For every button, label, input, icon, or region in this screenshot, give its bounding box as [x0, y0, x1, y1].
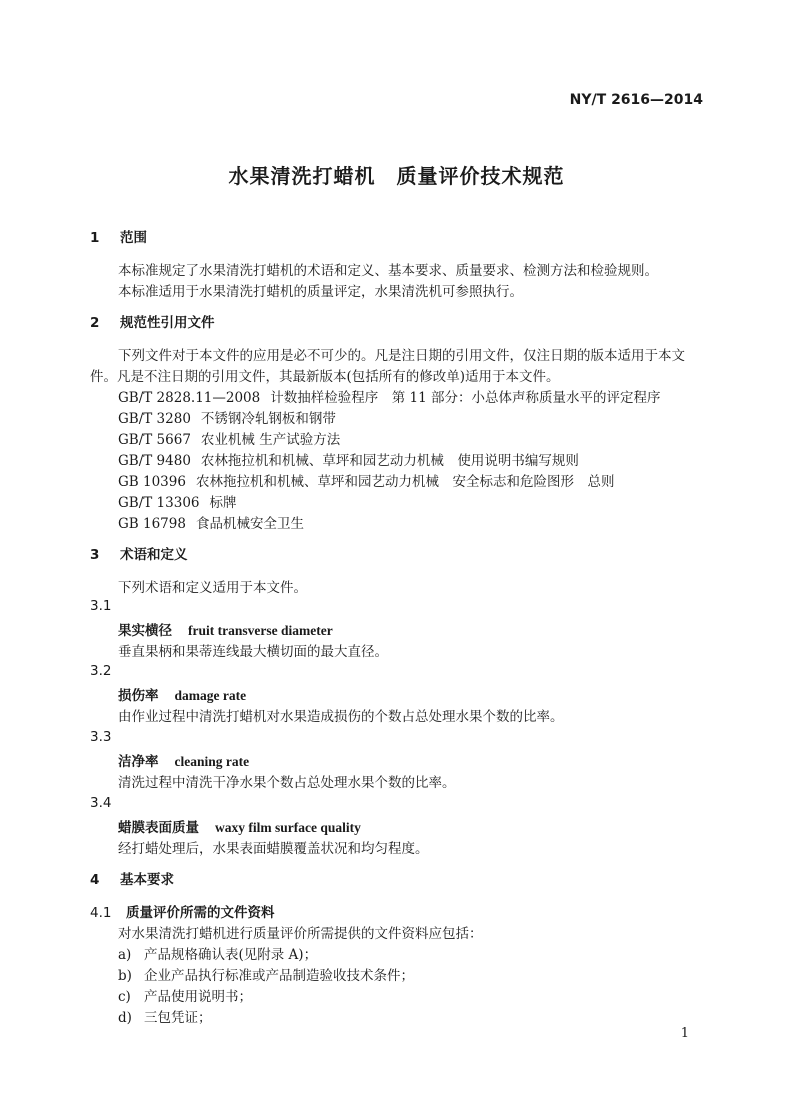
reference-code: GB/T 9480 — [118, 453, 191, 469]
term-heading — [118, 684, 246, 704]
paragraph: 本标准规定了水果清洗打蜡机的术语和定义、基本要求、质量要求、检测方法和检验规则。 — [118, 263, 658, 279]
list-label: a) — [118, 947, 132, 963]
term-definition: 垂直果柄和果蒂连线最大横切面的最大直径。 — [118, 644, 388, 660]
section-title: 范围 — [120, 230, 147, 246]
section-title: 基本要求 — [120, 872, 174, 888]
reference-title: 计数抽样检验程序 第 11 部分：小总体声称质量水平的评定程序 — [270, 390, 661, 406]
reference-item — [118, 449, 579, 469]
reference-item — [118, 491, 237, 511]
list-text: 企业产品执行标准或产品制造验收技术条件； — [144, 968, 414, 984]
reference-code: GB 10396 — [118, 474, 186, 490]
paragraph: 对水果清洗打蜡机进行质量评价所需提供的文件资料应包括： — [118, 926, 483, 942]
section-title: 术语和定义 — [120, 547, 188, 563]
term-definition: 经打蜡处理后，水果表面蜡膜覆盖状况和均匀程度。 — [118, 841, 429, 857]
section-number: 4 — [90, 872, 100, 888]
reference-item — [118, 512, 304, 532]
page-number: 1 — [680, 1026, 689, 1041]
list-label: d) — [118, 1010, 132, 1026]
list-text: 三包凭证； — [144, 1010, 212, 1026]
term-en: waxy film surface quality — [215, 820, 361, 835]
paragraph: 下列文件对于本文件的应用是必不可少的。凡是注日期的引用文件，仅注日期的版本适用于本文 — [118, 348, 685, 364]
list-text: 产品规格确认表(见附录 A)； — [144, 947, 318, 963]
term-zh: 蜡膜表面质量 — [118, 820, 199, 836]
subsection-title: 质量评价所需的文件资料 — [126, 905, 275, 921]
document-title: 水果清洗打蜡机 质量评价技术规范 — [228, 164, 565, 188]
paragraph: 下列术语和定义适用于本文件。 — [118, 580, 307, 596]
term-definition: 由作业过程中清洗打蜡机对水果造成损伤的个数占总处理水果个数的比率。 — [118, 709, 564, 725]
subsection-heading — [90, 901, 275, 921]
reference-title: 不锈钢冷轧钢板和钢带 — [200, 411, 336, 427]
list-item — [118, 964, 414, 984]
term-number: 3.4 — [90, 795, 112, 811]
term-number: 3.1 — [90, 598, 112, 614]
reference-title: 标牌 — [209, 495, 237, 511]
reference-item — [118, 407, 336, 427]
reference-item — [118, 386, 661, 406]
list-text: 产品使用说明书； — [144, 989, 252, 1005]
list-item — [118, 985, 252, 1005]
list-label: c) — [118, 989, 131, 1005]
list-item — [118, 943, 317, 963]
paragraph: 本标准适用于水果清洗打蜡机的质量评定，水果清洗机可参照执行。 — [118, 284, 523, 300]
standard-code: NY/T 2616—2014 — [569, 92, 703, 108]
reference-code: GB/T 13306 — [118, 495, 200, 511]
reference-title: 农林拖拉机和机械、草坪和园艺动力机械 使用说明书编写规则 — [200, 453, 579, 469]
term-heading — [118, 750, 249, 770]
reference-item — [118, 428, 340, 448]
reference-code: GB/T 5667 — [118, 432, 191, 448]
section-number: 3 — [90, 547, 100, 563]
term-number: 3.2 — [90, 663, 112, 679]
reference-title: 农业机械 生产试验方法 — [200, 432, 341, 448]
reference-title: 食品机械安全卫生 — [195, 516, 304, 532]
reference-code: GB 16798 — [118, 516, 186, 532]
list-item — [118, 1006, 212, 1026]
reference-code: GB/T 2828.11—2008 — [118, 390, 261, 406]
term-en: fruit transverse diameter — [188, 623, 333, 638]
reference-title: 农林拖拉机和机械、草坪和园艺动力机械 安全标志和危险图形 总则 — [195, 474, 615, 490]
reference-item — [118, 470, 614, 490]
term-number: 3.3 — [90, 729, 112, 745]
term-definition: 清洗过程中清洗干净水果个数占总处理水果个数的比率。 — [118, 775, 456, 791]
term-en: damage rate — [174, 688, 247, 703]
term-zh: 洁净率 — [118, 754, 159, 770]
section-2-heading — [90, 311, 215, 331]
subsection-number: 4.1 — [90, 905, 112, 921]
term-en: cleaning rate — [174, 754, 250, 769]
reference-code: GB/T 3280 — [118, 411, 191, 427]
section-1-heading — [90, 226, 147, 246]
term-heading — [118, 816, 361, 836]
term-zh: 损伤率 — [118, 688, 159, 704]
section-number: 2 — [90, 315, 100, 331]
section-3-heading — [90, 543, 188, 563]
section-4-heading — [90, 868, 174, 888]
section-title: 规范性引用文件 — [120, 315, 215, 331]
section-number: 1 — [90, 230, 100, 246]
term-heading — [118, 619, 333, 639]
list-label: b) — [118, 968, 132, 984]
term-zh: 果实横径 — [118, 623, 172, 639]
paragraph: 件。凡是不注日期的引用文件，其最新版本(包括所有的修改单)适用于本文件。 — [90, 369, 560, 385]
